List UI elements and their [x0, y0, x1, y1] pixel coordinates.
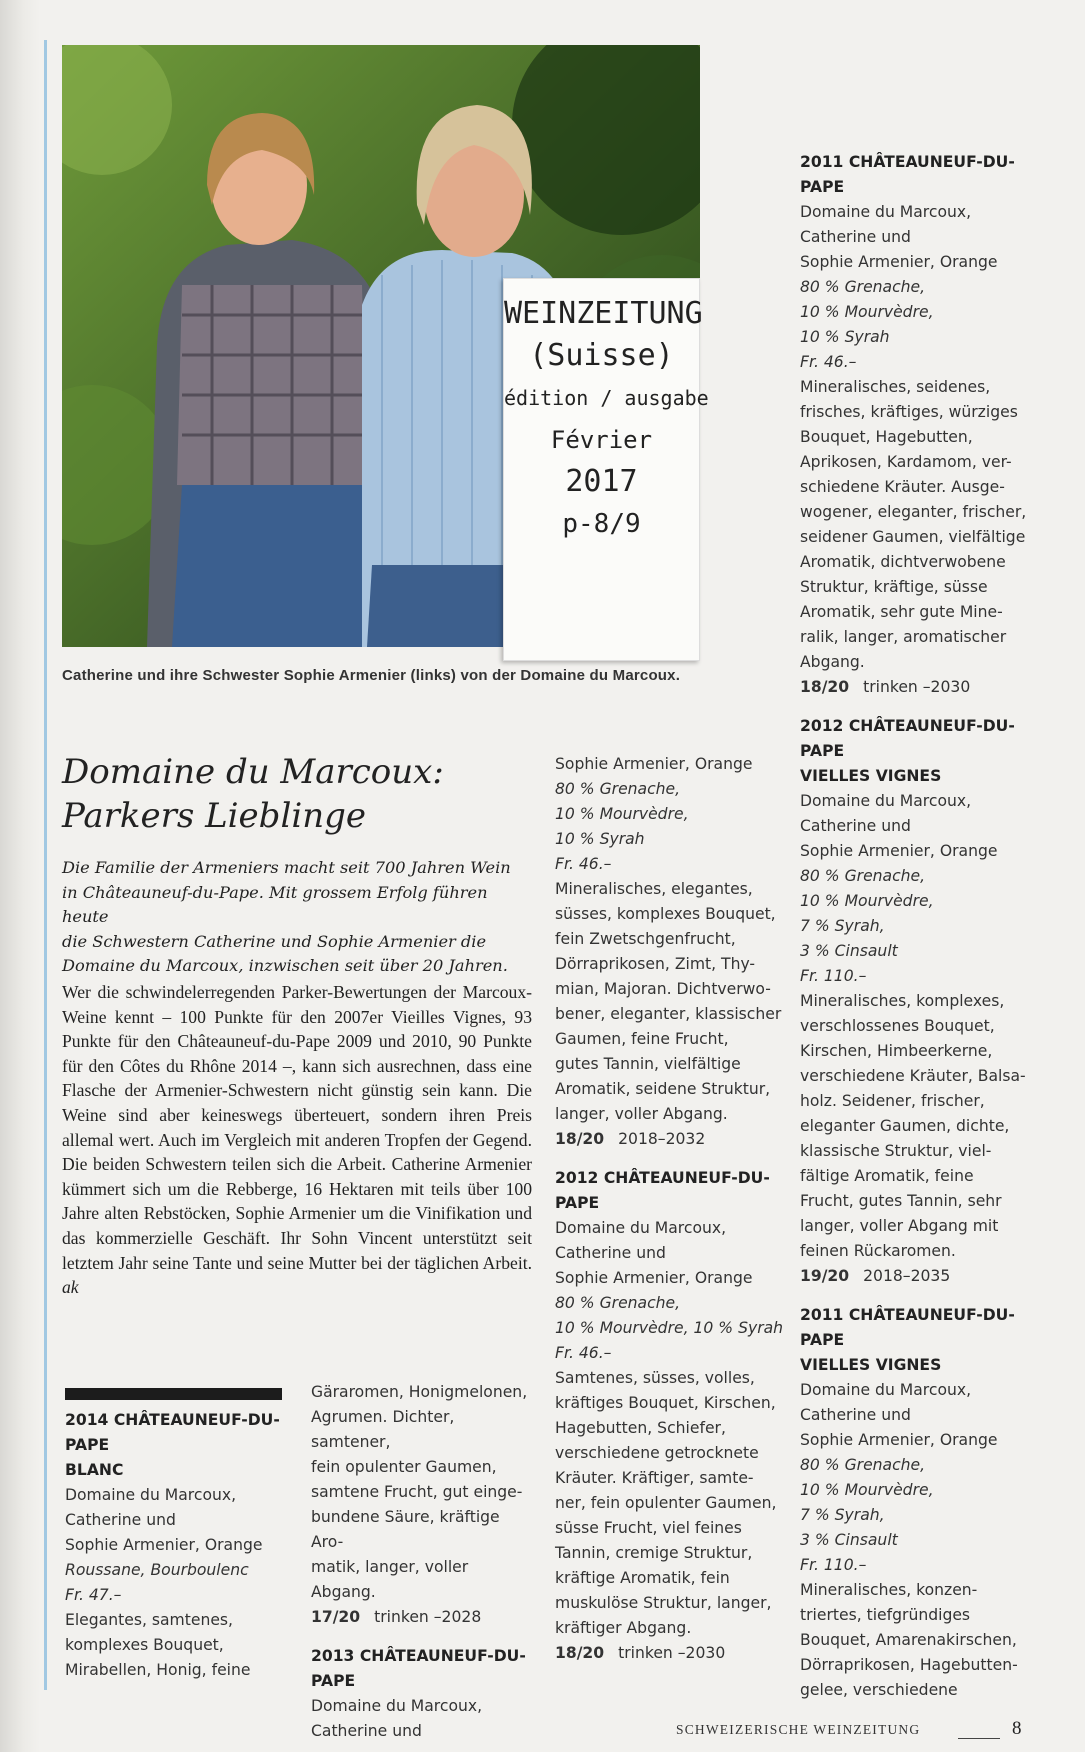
- tasting-note-line: Kirschen, Himbeerkerne,: [800, 1042, 993, 1060]
- tasting-note-line: frisches, kräftiges, würziges: [800, 403, 1018, 421]
- grape-varieties: 10 % Mourvèdre,: [800, 303, 934, 321]
- tasting-column-3: [555, 752, 785, 1666]
- wine-title: BLANC: [65, 1461, 124, 1479]
- wine-title: 2013 CHÂTEAUNEUF-DU-PAPE: [311, 1647, 526, 1690]
- tasting-note-line: Bouquet, Hagebutten,: [800, 428, 973, 446]
- tasting-note-line: muskulöse Struktur, langer,: [555, 1594, 772, 1612]
- tasting-note-line: holz. Seidener, frischer,: [800, 1092, 985, 1110]
- tasting-note-line: Elegantes, samtenes,: [65, 1611, 233, 1629]
- tasting-note-line: Mineralisches, elegantes,: [555, 880, 753, 898]
- tasting-note-line: Bouquet, Amarenakirschen,: [800, 1631, 1017, 1649]
- tasting-note-line: Kräuter. Kräftiger, samte-: [555, 1469, 754, 1487]
- tasting-note-line: Mineralisches, komplexes,: [800, 992, 1005, 1010]
- grape-varieties: 7 % Syrah,: [800, 1506, 885, 1524]
- headline-line: Domaine du Marcoux:: [62, 752, 444, 792]
- grape-varieties: Fr. 46.–: [555, 855, 612, 873]
- score: 18/20: [555, 1644, 605, 1662]
- rating-line: [555, 1641, 785, 1666]
- tasting-note-line: kräftiger Abgang.: [555, 1619, 692, 1637]
- score: 18/20: [800, 678, 850, 696]
- rating-line: [555, 1127, 785, 1152]
- producer-line: Domaine du Marcoux,: [311, 1697, 483, 1715]
- tasting-note-line: Mineralisches, konzen-: [800, 1581, 978, 1599]
- page-number: 8: [1012, 1718, 1022, 1739]
- wine-title: VIELLES VIGNES: [800, 1356, 942, 1374]
- tasting-note-line: fältige Aromatik, feine: [800, 1167, 974, 1185]
- tasting-column-4: [800, 150, 1040, 1703]
- note-line: Février: [550, 426, 653, 454]
- tasting-note-line: bener, eleganter, klassischer: [555, 1005, 782, 1023]
- grape-varieties: Fr. 46.–: [800, 353, 857, 371]
- note-line: p-8/9: [562, 509, 641, 539]
- spacer: [311, 1630, 536, 1644]
- tasting-note-line: wogener, eleganter, frischer,: [800, 503, 1027, 521]
- tasting-note-line: Dörraprikosen, Hagebutten-: [800, 1656, 1018, 1674]
- tasting-note-line: gutes Tannin, vielfältige: [555, 1055, 741, 1073]
- spacer: [800, 1289, 1040, 1303]
- tasting-note-line: Agrumen. Dichter, samtener,: [311, 1408, 455, 1451]
- grape-varieties: 3 % Cinsault: [800, 1531, 898, 1549]
- drinking-window: 2018–2035: [863, 1267, 951, 1285]
- publication-name: SCHWEIZERISCHE WEINZEITUNG: [676, 1722, 921, 1737]
- grape-varieties: 80 % Grenache,: [800, 278, 926, 296]
- article-headline: [62, 750, 542, 838]
- producer-line: Domaine du Marcoux,: [555, 1219, 727, 1237]
- spacer: [555, 1152, 785, 1166]
- producer-line: Sophie Armenier, Orange: [800, 842, 998, 860]
- grape-varieties: 10 % Mourvèdre,: [800, 1481, 934, 1499]
- footer-rule: [958, 1738, 1000, 1739]
- producer-line: Sophie Armenier, Orange: [65, 1536, 263, 1554]
- note-line: WEINZEITUNG: [504, 296, 703, 331]
- rating-line: [800, 675, 1040, 700]
- producer-line: Domaine du Marcoux,: [800, 792, 972, 810]
- grape-varieties: Fr. 46.–: [555, 1344, 612, 1362]
- drinking-window: 2018–2032: [618, 1130, 706, 1148]
- producer-line: Catherine und: [800, 1406, 911, 1424]
- tasting-note-line: Abgang.: [800, 653, 865, 671]
- score: 18/20: [555, 1130, 605, 1148]
- tasting-note-line: Struktur, kräftige, süsse: [800, 578, 988, 596]
- grape-varieties: Fr. 110.–: [800, 1556, 867, 1574]
- tasting-note-line: Tannin, cremige Struktur,: [555, 1544, 753, 1562]
- grape-varieties: 3 % Cinsault: [800, 942, 898, 960]
- tasting-note-line: ralik, langer, aromatischer: [800, 628, 1007, 646]
- tasting-note-line: eleganter Gaumen, dichte,: [800, 1117, 1010, 1135]
- grape-varieties: Roussane, Bourboulenc: [65, 1561, 249, 1579]
- rating-line: [311, 1605, 536, 1630]
- grape-varieties: Fr. 47.–: [65, 1586, 122, 1604]
- score: 19/20: [800, 1267, 850, 1285]
- tasting-note-line: kräftige Aromatik, fein: [555, 1569, 730, 1587]
- tasting-note-line: verschiedene Kräuter, Balsa-: [800, 1067, 1026, 1085]
- tasting-column-1: [65, 1408, 290, 1683]
- page-gutter: [0, 0, 40, 1752]
- tasting-note-line: Gäraromen, Honigmelonen,: [311, 1383, 528, 1401]
- tasting-note-line: samtene Frucht, gut einge-: [311, 1483, 523, 1501]
- tasting-note-line: Hagebutten, Schiefer,: [555, 1419, 726, 1437]
- article-body: [62, 980, 532, 1300]
- spacer: [800, 700, 1040, 714]
- grape-varieties: 80 % Grenache,: [555, 1294, 681, 1312]
- author-signature: ak: [62, 1277, 79, 1298]
- wine-title: 2014 CHÂTEAUNEUF-DU-PAPE: [65, 1411, 280, 1454]
- tasting-note-line: komplexes Bouquet,: [65, 1636, 224, 1654]
- section-rule: [65, 1388, 282, 1400]
- grape-varieties: 80 % Grenache,: [800, 1456, 926, 1474]
- tasting-note-line: gelee, verschiedene: [800, 1681, 958, 1699]
- producer-line: Catherine und: [800, 228, 911, 246]
- headline-line: Parkers Lieblinge: [62, 796, 366, 836]
- grape-varieties: 7 % Syrah,: [800, 917, 885, 935]
- tasting-note-line: Gaumen, feine Frucht,: [555, 1030, 729, 1048]
- tasting-note-line: ner, fein opulenter Gaumen,: [555, 1494, 777, 1512]
- tasting-note-line: Mirabellen, Honig, feine: [65, 1661, 251, 1679]
- grape-varieties: 80 % Grenache,: [555, 780, 681, 798]
- wine-title: 2011 CHÂTEAUNEUF-DU-PAPE: [800, 1306, 1015, 1349]
- producer-line: Catherine und: [800, 817, 911, 835]
- tasting-note-line: feinen Rückaromen.: [800, 1242, 956, 1260]
- handwritten-note: [503, 278, 709, 661]
- tasting-note-line: Aromatik, sehr gute Mine-: [800, 603, 1003, 621]
- lede-line: die Schwestern Catherine und Sophie Armenier die: [62, 931, 487, 951]
- tasting-note-line: fein opulenter Gaumen,: [311, 1458, 497, 1476]
- producer-line: Sophie Armenier, Orange: [800, 253, 998, 271]
- tasting-note-line: triertes, tiefgründiges: [800, 1606, 971, 1624]
- tasting-note-line: verschiedene getrocknete: [555, 1444, 759, 1462]
- producer-line: Catherine und: [555, 1244, 666, 1262]
- grape-varieties: 10 % Syrah: [800, 328, 890, 346]
- tasting-note-line: Frucht, gutes Tannin, sehr: [800, 1192, 1002, 1210]
- grape-varieties: 10 % Syrah: [555, 830, 645, 848]
- body-text: Wer die schwindelerregenden Parker-Bewertungen der Marcoux-Weine kennt – 100 Punkte für den 2007er Vieilles Vignes, 93 Punkte für den Châteauneuf-du-Pape 2009 und 2010, 90 Punkte für den Côtes du Rhône 2014 –, kann sich ausrechnen, dass eine Flasche der Armenier-Schwestern nicht günstig sein kann. Die Weine sind aber keineswegs überteuert, sondern ihren Preis allemal wert. Auch im Vergleich mit anderen Tropfen der Gegend. Die beiden Schwestern teilen sich die Arbeit. Catherine Armenier kümmert sich um die Rebberge, 16 Hektaren mit teils über 100 Jahre alten Rebstöcken, Sophie Armenier um die Vinifikation und das kommerzielle Geschäft. Ihr Sohn Vincent unterstützt seit letztem Jahr seine Tante und seine Mutter bei der täglichen Arbeit.: [62, 982, 532, 1273]
- wine-title: 2012 CHÂTEAUNEUF-DU-PAPE: [800, 717, 1015, 760]
- producer-line: Domaine du Marcoux,: [800, 1381, 972, 1399]
- wine-title: VIELLES VIGNES: [800, 767, 942, 785]
- tasting-note-line: schiedene Kräuter. Ausge-: [800, 478, 1005, 496]
- tasting-note-line: verschlossenes Bouquet,: [800, 1017, 995, 1035]
- tasting-note-line: klassische Struktur, viel-: [800, 1142, 992, 1160]
- tasting-note-line: Aprikosen, Kardamom, ver-: [800, 453, 1012, 471]
- tasting-note-line: mian, Majoran. Dichtverwo-: [555, 980, 771, 998]
- note-line: 2017: [565, 464, 638, 499]
- producer-line: Domaine du Marcoux,: [800, 203, 972, 221]
- producer-line: Sophie Armenier, Orange: [800, 1431, 998, 1449]
- tasting-note-line: fein Zwetschgenfrucht,: [555, 930, 736, 948]
- tasting-note-line: langer, voller Abgang.: [555, 1105, 728, 1123]
- note-line: (Suisse): [529, 338, 674, 373]
- tasting-note-line: langer, voller Abgang mit: [800, 1217, 999, 1235]
- lede-line: Domaine du Marcoux, inzwischen seit über 20 Jahren.: [62, 956, 508, 975]
- drinking-window: trinken –2030: [618, 1644, 726, 1662]
- article-lede: [62, 856, 532, 979]
- grape-varieties: 80 % Grenache,: [800, 867, 926, 885]
- tasting-note-line: süsses, komplexes Bouquet,: [555, 905, 776, 923]
- grape-varieties: 10 % Mourvèdre, 10 % Syrah: [555, 1319, 784, 1337]
- tasting-note-line: matik, langer, voller Abgang.: [311, 1558, 469, 1601]
- tasting-note-line: Mineralisches, seidenes,: [800, 378, 991, 396]
- producer-line: Catherine und: [65, 1511, 176, 1529]
- lede-line: Die Familie der Armeniers macht seit 700 Jahren Wein: [62, 858, 511, 877]
- tasting-column-2: [311, 1380, 536, 1744]
- grape-varieties: Fr. 110.–: [800, 967, 867, 985]
- score: 17/20: [311, 1608, 361, 1626]
- producer-line: Sophie Armenier, Orange: [555, 755, 753, 773]
- producer-line: Domaine du Marcoux,: [65, 1486, 237, 1504]
- drinking-window: trinken –2028: [374, 1608, 482, 1626]
- wine-title: 2012 CHÂTEAUNEUF-DU-PAPE: [555, 1169, 770, 1212]
- grape-varieties: 10 % Mourvèdre,: [800, 892, 934, 910]
- binding-mark: [44, 40, 47, 1690]
- note-line: édition / ausgabe: [504, 386, 709, 410]
- producer-line: Sophie Armenier, Orange: [555, 1269, 753, 1287]
- tasting-note-line: kräftiges Bouquet, Kirschen,: [555, 1394, 776, 1412]
- wine-title: 2011 CHÂTEAUNEUF-DU-PAPE: [800, 153, 1015, 196]
- tasting-note-line: seidener Gaumen, vielfältige: [800, 528, 1026, 546]
- tasting-note-line: süsse Frucht, viel feines: [555, 1519, 742, 1537]
- tasting-note-line: Aromatik, dichtverwobene: [800, 553, 1006, 571]
- drinking-window: trinken –2030: [863, 678, 971, 696]
- rating-line: [800, 1264, 1040, 1289]
- tasting-note-line: bundene Säure, kräftige Aro-: [311, 1508, 500, 1551]
- photo-caption: Catherine und ihre Schwester Sophie Armenier (links) von der Domaine du Marcoux.: [62, 667, 681, 684]
- tasting-note-line: Samtenes, süsses, volles,: [555, 1369, 755, 1387]
- producer-line: Catherine und: [311, 1722, 422, 1740]
- grape-varieties: 10 % Mourvèdre,: [555, 805, 689, 823]
- lede-line: in Châteauneuf-du-Pape. Mit grossem Erfolg führen heute: [62, 882, 488, 926]
- tasting-note-line: Aromatik, seidene Struktur,: [555, 1080, 771, 1098]
- tasting-note-line: Dörraprikosen, Zimt, Thy-: [555, 955, 756, 973]
